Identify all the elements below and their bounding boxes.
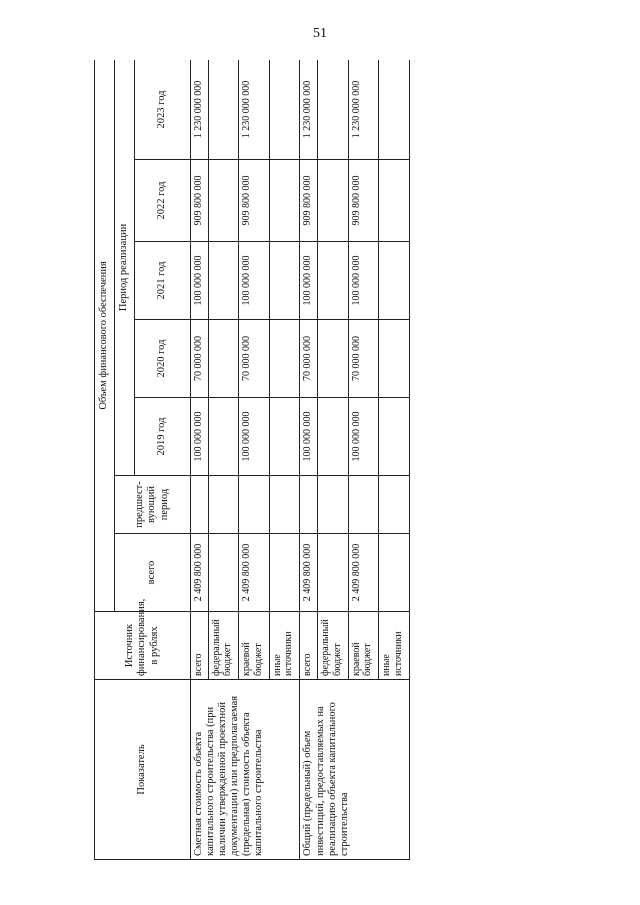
value-cell: 909 800 000 [348, 160, 379, 242]
value-cell: 100 000 000 [239, 398, 270, 476]
value-cell: 100 000 000 [191, 242, 209, 320]
table-row [300, 60, 318, 860]
value-cell: 1 230 000 000 [300, 60, 318, 160]
value-cell: 70 000 000 [348, 320, 379, 398]
value-cell [379, 320, 410, 398]
total-cell: 2 409 800 000 [348, 534, 379, 612]
value-cell: 100 000 000 [300, 242, 318, 320]
value-cell: 100 000 000 [300, 398, 318, 476]
header-year: 2020 год [135, 320, 191, 398]
preceding-cell [269, 476, 300, 534]
total-cell [269, 534, 300, 612]
value-cell: 1 230 000 000 [239, 60, 270, 160]
value-cell [269, 242, 300, 320]
source-cell: иные источники [379, 612, 410, 680]
preceding-cell [318, 476, 349, 534]
value-cell [208, 398, 239, 476]
value-cell: 909 800 000 [300, 160, 318, 242]
total-cell [208, 534, 239, 612]
source-cell: краевой бюджет [348, 612, 379, 680]
total-cell: 2 409 800 000 [239, 534, 270, 612]
header-year: 2023 год [135, 60, 191, 160]
value-cell [269, 160, 300, 242]
source-cell: иные источники [269, 612, 300, 680]
indicator-cell: Сметная стоимость объекта капитального строительства (при наличии утвержденной проектной документации) или предполагаемая (предельная) стоимость объекта капитального строительства [191, 680, 300, 860]
header-year: 2019 год [135, 398, 191, 476]
value-cell: 70 000 000 [239, 320, 270, 398]
value-cell: 909 800 000 [191, 160, 209, 242]
value-cell: 1 230 000 000 [348, 60, 379, 160]
value-cell [379, 398, 410, 476]
header-year: 2022 год [135, 160, 191, 242]
table-row [191, 60, 209, 860]
value-cell [208, 60, 239, 160]
value-cell: 70 000 000 [191, 320, 209, 398]
value-cell [318, 160, 349, 242]
value-cell: 100 000 000 [191, 398, 209, 476]
rotated-table-wrapper [94, 60, 410, 860]
source-cell: краевой бюджет [239, 612, 270, 680]
value-cell [379, 242, 410, 320]
value-cell: 100 000 000 [348, 242, 379, 320]
value-cell [318, 242, 349, 320]
table-frame [94, 60, 410, 860]
value-cell: 70 000 000 [300, 320, 318, 398]
header-year: 2021 год [135, 242, 191, 320]
source-cell: федеральный бюджет [318, 612, 349, 680]
preceding-cell [348, 476, 379, 534]
source-cell: федеральный бюджет [208, 612, 239, 680]
value-cell [318, 320, 349, 398]
preceding-cell [208, 476, 239, 534]
source-cell: всего [300, 612, 318, 680]
header-period: Период реализации [115, 60, 135, 476]
value-cell [208, 160, 239, 242]
value-cell: 909 800 000 [239, 160, 270, 242]
value-cell: 100 000 000 [239, 242, 270, 320]
total-cell [379, 534, 410, 612]
source-cell: всего [191, 612, 209, 680]
value-cell [318, 60, 349, 160]
value-cell [379, 160, 410, 242]
value-cell [208, 242, 239, 320]
page-number: 51 [313, 26, 327, 41]
header-indicator: Показатель [95, 680, 191, 860]
total-cell: 2 409 800 000 [191, 534, 209, 612]
header-total: всего [115, 534, 191, 612]
indicator-cell: Общий (предельный) объем инвестиций, предоставляемых на реализацию объекта капитального строительства [300, 680, 410, 860]
value-cell: 100 000 000 [348, 398, 379, 476]
value-cell [208, 320, 239, 398]
financing-table [94, 60, 410, 860]
total-cell [318, 534, 349, 612]
header-preceding: предшест-вующий период [115, 476, 191, 534]
value-cell [379, 60, 410, 160]
value-cell [269, 60, 300, 160]
total-cell: 2 409 800 000 [300, 534, 318, 612]
value-cell [269, 320, 300, 398]
header-volume: Объем финансового обеспечения [95, 60, 115, 612]
value-cell [318, 398, 349, 476]
value-cell: 1 230 000 000 [191, 60, 209, 160]
preceding-cell [191, 476, 209, 534]
value-cell [269, 398, 300, 476]
preceding-cell [239, 476, 270, 534]
header-source: Источник финансирования, в рублях [95, 612, 191, 680]
preceding-cell [300, 476, 318, 534]
preceding-cell [379, 476, 410, 534]
